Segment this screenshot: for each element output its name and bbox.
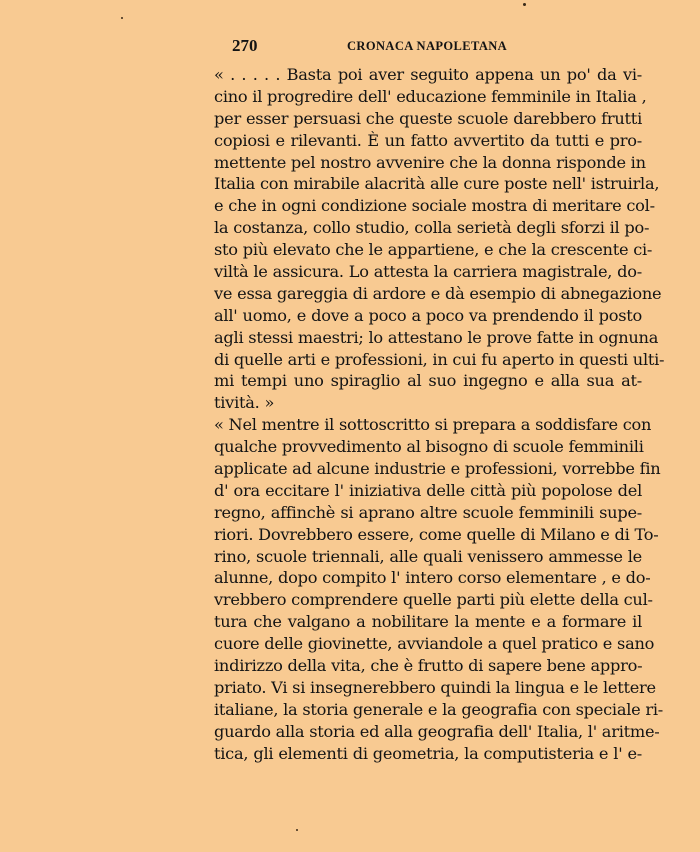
text-line: copiosi e rilevanti. È un fatto avvertito da tutti e pro- (214, 130, 642, 150)
paper-speck (523, 3, 526, 6)
text-line: vrebbero comprendere quelle parti più elette della cul- (214, 590, 653, 610)
text-line: mettente pel nostro avvenire che la donna risponde in (214, 152, 646, 172)
body-text (214, 64, 665, 765)
text-line: cino il progredire dell' educazione femminile in Italia , (214, 86, 647, 106)
paper-speck (296, 829, 298, 831)
paragraph-end-line: tività. » (214, 393, 275, 413)
text-line: Italia con mirabile alacrità alle cure poste nell' istruirla, (214, 174, 660, 194)
text-line: tica, gli elementi di geometria, la computisteria e l' e- (214, 743, 642, 763)
text-line: la costanza, collo studio, colla serietà degli sforzi il po- (214, 218, 650, 238)
text-line: di quelle arti e professioni, in cui fu aperto in questi ulti- (214, 349, 665, 369)
text-line: priato. Vi si insegnerebbero quindi la lingua e le lettere (214, 677, 656, 697)
running-head (232, 36, 642, 56)
text-line: all' uomo, e dove a poco a poco va prendendo il posto (214, 305, 642, 325)
text-line: mi tempi uno spiraglio al suo ingegno e alla sua at- (214, 371, 642, 391)
text-line: viltà le assicura. Lo attesta la carriera magistrale, do- (214, 262, 642, 282)
text-line: ve essa gareggia di ardore e dà esempio di abnegazione (214, 283, 662, 303)
running-title: CRONACA NAPOLETANA (347, 39, 508, 53)
text-line: regno, affinchè si aprano altre scuole femminili supe- (214, 502, 642, 522)
text-line: riori. Dovrebbero essere, come quelle di Milano e di To- (214, 524, 659, 544)
text-line: applicate ad alcune industrie e professioni, vorrebbe fin (214, 459, 661, 479)
text-line: guardo alla storia ed alla geografia dell' Italia, l' aritme- (214, 721, 660, 741)
text-line: indirizzo della vita, che è frutto di sapere bene appro- (214, 656, 643, 676)
text-line: italiane, la storia generale e la geografia con speciale ri- (214, 699, 664, 719)
text-line: sto più elevato che le appartiene, e che la crescente ci- (214, 240, 653, 260)
text-line: rino, scuole triennali, alle quali venissero ammesse le (214, 546, 642, 566)
text-line: cuore delle giovinette, avviandole a quel pratico e sano (214, 634, 655, 654)
page-number: 270 (232, 36, 258, 55)
text-line: per esser persuasi che queste scuole darebbero frutti (214, 108, 642, 128)
text-line: qualche provvedimento al bisogno di scuole femminili (214, 437, 644, 457)
text-line: « . . . . . Basta poi aver seguito appena un po' da vi- (214, 65, 642, 84)
text-line: alunne, dopo compito l' intero corso elementare , e do- (214, 568, 651, 588)
text-line: agli stessi maestri; lo attestano le prove fatte in ognuna (214, 327, 659, 347)
paper-speck (121, 17, 123, 19)
text-line: d' ora eccitare l' iniziativa delle città più popolose del (214, 480, 642, 500)
text-line: tura che valgano a nobilitare la mente e a formare il (214, 612, 642, 632)
text-line: e che in ogni condizione sociale mostra di meritare col- (214, 196, 655, 216)
text-line: « Nel mentre il sottoscritto si prepara a soddisfare con (214, 415, 652, 435)
